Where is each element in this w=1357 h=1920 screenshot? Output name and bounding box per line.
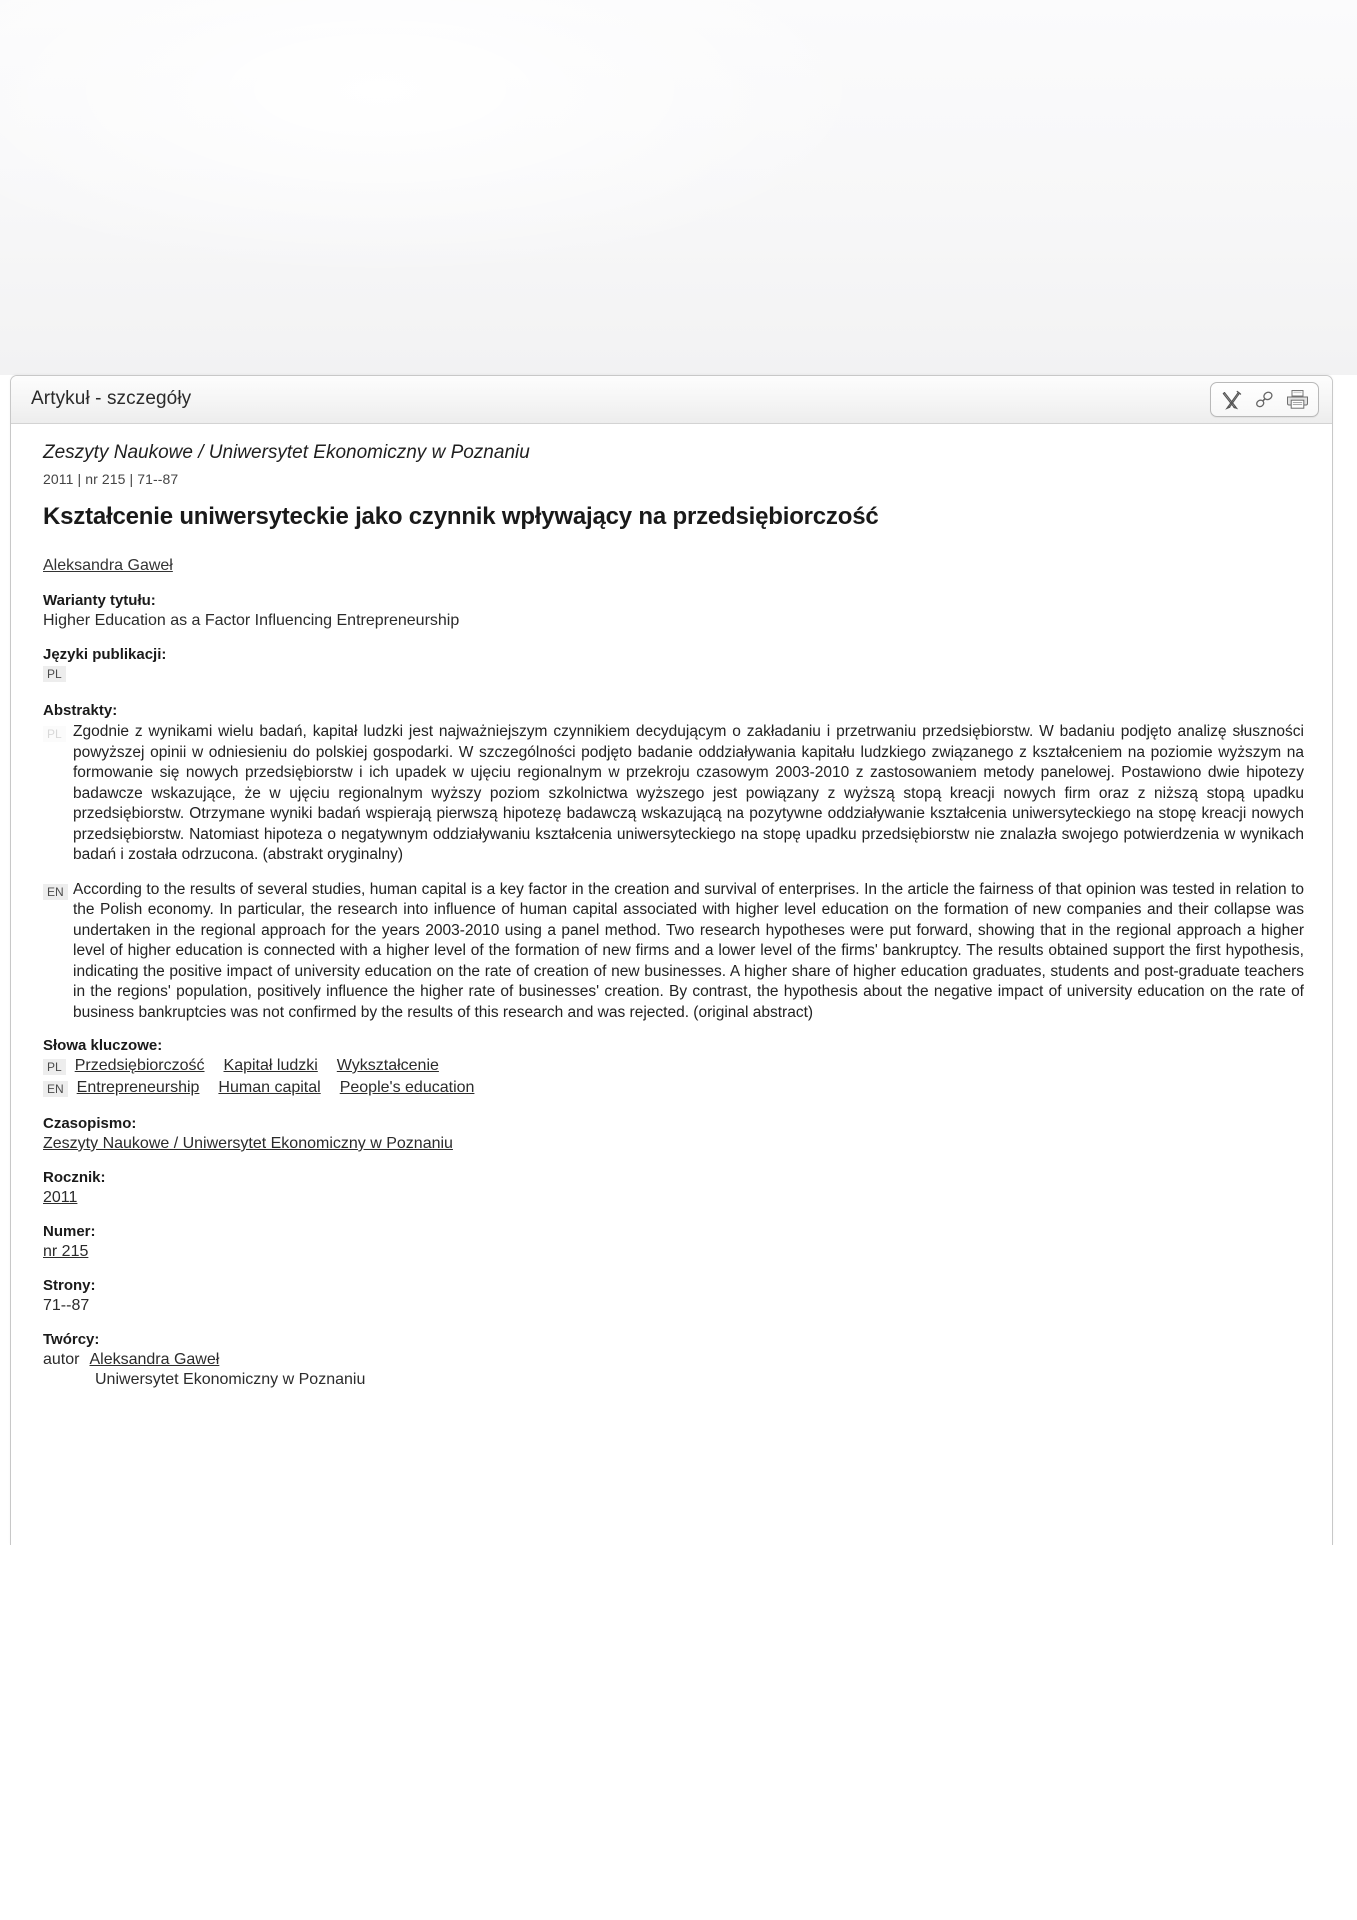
journal-link[interactable]: Zeszyty Naukowe / Uniwersytet Ekonomiczny w Poznaniu xyxy=(43,1135,453,1152)
keywords-label: Słowa kluczowe: xyxy=(43,1037,163,1054)
link-icon xyxy=(1254,390,1275,410)
journal-label: Czasopismo: xyxy=(43,1115,137,1132)
creator-item xyxy=(43,1351,1308,1369)
pages-label: Strony: xyxy=(43,1277,96,1294)
abstract-language-badge: EN xyxy=(43,884,68,900)
abstract-text: Zgodnie z wynikami wielu badań, kapitał ludzki jest najważniejszym czynnikiem decydującym o zakładaniu i przetrwaniu przedsiębiorstw. W badaniu podjęto analizę słuszności powyższej opinii w odniesieniu do polskiej gospodarki. W szczególności podjęto badanie oddziaływania kapitału ludzkiego związanego z kształceniem na poziomie wyższym na formowanie się nowych przedsiębiorstw i ich upadek w ujęciu regionalnym w przekroju czasowym 2003-2010 z zastosowaniem metody panelowej. Postawiono dwie hipotezy badawcze wskazujące, że w ujęciu regionalnym wyższy poziom szkolnictwa wyższego jest powiązany z wyższą stopą kreacji nowych firm oraz z niższą stopą upadku przedsiębiorstw. Otrzymane wyniki badań wspierają pierwszą hipotezę badawczą wskazującą na pozytywne oddziaływanie kształcenia uniwersyteckiego na stopę kreacji nowych przedsiębiorstw. Natomiast hipoteza o negatywnym oddziaływaniu kształcenia uniwersyteckiego na stopę upadku przedsiębiorstw nie znalazła swojego potwierdzenia w wynikach badań i została odrzucona. (abstrakt oryginalny) xyxy=(73,723,1304,863)
year-link[interactable]: 2011 xyxy=(43,1189,78,1206)
tools-icon xyxy=(1221,390,1242,410)
journal-heading: Zeszyty Naukowe / Uniwersytet Ekonomiczny w Poznaniu xyxy=(43,442,530,463)
languages-label: Języki publikacji: xyxy=(43,646,167,663)
year-label: Rocznik: xyxy=(43,1169,106,1186)
abstracts-label: Abstrakty: xyxy=(43,702,118,719)
background-sheen xyxy=(0,0,1357,300)
creators-label: Twórcy: xyxy=(43,1331,100,1348)
print-button[interactable] xyxy=(1281,385,1314,414)
abstract-item xyxy=(35,722,1308,866)
page-background-top xyxy=(0,0,1357,375)
page-title: Artykuł - szczegóły xyxy=(31,388,192,409)
keyword-link[interactable]: Wykształcenie xyxy=(336,1057,439,1074)
pages-value: 71--87 xyxy=(43,1297,90,1314)
link-button[interactable] xyxy=(1248,385,1281,414)
keyword-link[interactable]: Human capital xyxy=(218,1079,321,1096)
issue-heading: 2011 | nr 215 | 71--87 xyxy=(43,471,179,487)
creator-name-link[interactable]: Aleksandra Gaweł xyxy=(89,1351,220,1368)
article-details-panel xyxy=(10,375,1333,1545)
languages-value-row xyxy=(43,666,1308,684)
keywords-language-badge: PL xyxy=(43,1059,66,1075)
abstract-item xyxy=(35,880,1308,1024)
keywords-row-en xyxy=(43,1079,1308,1097)
keyword-link[interactable]: Przedsiębiorczość xyxy=(74,1057,205,1074)
creator-role: autor xyxy=(43,1351,80,1368)
language-badge: PL xyxy=(43,666,66,682)
keyword-link[interactable]: Kapitał ludzki xyxy=(223,1057,318,1074)
print-icon xyxy=(1285,389,1310,410)
article-content xyxy=(11,424,1332,1411)
tools-button[interactable] xyxy=(1215,385,1248,414)
keywords-language-badge: EN xyxy=(43,1081,68,1097)
page-background-bottom xyxy=(0,1545,1357,1920)
abstract-text: According to the results of several studies, human capital is a key factor in the creation and survival of enterprises. In the article the fairness of that opinion was tested in relation to the Polish economy. In particular, the research into influence of human capital associated with higher level education on the formation of new companies and their collapse was undertaken in the regional approach for the years 2003-2010 using a panel method. Two research hypotheses were put forward, showing that in the regional approach a higher level of higher education is connected with a higher level of the formation of new firms and a lower level of the firms' bankruptcy. The results obtained support the first hypothesis, indicating the positive impact of university education on the rate of creation of new businesses. A higher share of higher education graduates, students and post-graduate teachers in the regions' population, positively influence the higher rate of businesses' creation. By contrast, the hypothesis about the negative impact of university education on the rate of business bankruptcies was not confirmed by the results of this research and was rejected. (original abstract) xyxy=(73,880,1304,1021)
variant-title-value: Higher Education as a Factor Influencing Entrepreneurship xyxy=(43,612,460,629)
panel-header xyxy=(11,376,1332,424)
keywords-row-pl xyxy=(43,1057,1308,1075)
number-label: Numer: xyxy=(43,1223,96,1240)
abstracts-list xyxy=(35,722,1308,1023)
keyword-link[interactable]: People's education xyxy=(339,1079,475,1096)
article-title: Kształcenie uniwersyteckie jako czynnik wpływający na przedsiębiorczość xyxy=(43,503,879,530)
keyword-link[interactable]: Entrepreneurship xyxy=(76,1079,200,1096)
panel-toolbar xyxy=(1210,382,1319,417)
author-link-top[interactable]: Aleksandra Gaweł xyxy=(43,557,173,574)
variant-title-label: Warianty tytułu: xyxy=(43,592,156,609)
abstract-language-badge: PL xyxy=(43,726,66,742)
creator-affiliation: Uniwersytet Ekonomiczny w Poznaniu xyxy=(95,1371,366,1388)
number-link[interactable]: nr 215 xyxy=(43,1243,89,1260)
